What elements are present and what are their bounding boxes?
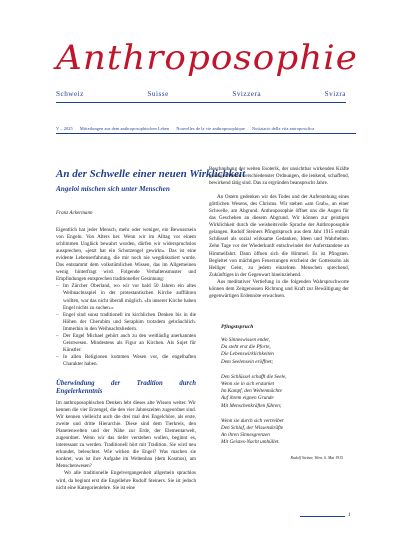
poem-line: Wo Sinneswissen endet, (221, 336, 270, 343)
poem-stanza (221, 418, 349, 447)
poem-line: Den Schlaf, der Wissenskräfte (221, 424, 284, 431)
list-item: – In allen Religionen kommen Wesen vor, die engelhaften Charakter haben. (56, 354, 196, 368)
tradition-list (56, 283, 196, 368)
country-suisse: Suisse (147, 90, 169, 98)
section-paragraph: Im anthroposophischen Denken lebt dieses alte Wissen weiter. Wir kennen die vier Erzengel, die den vier Jahreszeiten zugeordnet sind. Wir kennen vielleicht auch die drei mal drei Engelchöre, als erste, zweite und dritte Hierarchie. Diese sind dem Tierkreis, den Planetenwelten und der Nähe zur Erde, der Elementarwelt, zugeordnet. Wenn wir das tiefer verstehen wollen, beginnt es, interessant zu werden. Traditionell hört mit Tradition. Sie wird neu erkundet, beleuchtet. Wie wirken die Engel? Was machen sie konkret, was ist ihre Aufgabe im Weltenbau (dem Kosmos), am Menschenwesen? (56, 399, 196, 470)
poem (221, 337, 349, 462)
country-svizra: Svizra (324, 90, 346, 98)
poem-line: Die Lebenswirklichkeiten (221, 351, 274, 358)
right-paragraph: Beschreibung der weiten Esoterik, der unsichtbar wirkenden Kräfte geistiger Wesen verschiedenster Ordnungen, die lenkend, schaffend, bewirkend tätig sind. Das zu ergründen beansprucht Jahre. (209, 166, 349, 187)
poem-line: Da steht erst die Pforte, (221, 344, 271, 351)
section-paragraph: Wo alle traditionelle Engelvergangenheit allgemein sprachlos wird, da beginnt erst die Engellehre Rudolf Steiners. Sie ist jedoch nicht eine Kategorienlehre. Sie ist eine (56, 470, 196, 491)
intro-paragraph: Eigentlich hat jeder Mensch, mehr oder weniger, ein Bewusstsein von Engeln. Von Alters her. Wenn wir im Alltag vor einem schlimmen Unglück bewahrt wurden, dürfen wir widerspruchslos aussprechen, «jetzt hat ein Schutzengel gewirkt». Das ist eine evidente Lebenserfahrung, die mir noch nie wegdiskutiert wurde. Das entstammt dem volkstümlichen Wissen, das im Allgemeinen wenig hinterfragt wird. Folgende Verhaltensmuster und Empfindungen entsprechen traditioneller Gesinnung: (56, 227, 196, 283)
masthead (56, 38, 356, 88)
page-number: 1 (348, 513, 351, 518)
poem-stanza (221, 337, 349, 366)
poem-line: Mit Geistes-Nacht umhüllet. (221, 439, 280, 446)
issue-divider (56, 133, 356, 134)
poem-source: Rudolf Steiner, Wien, 6. Mai 1915 (290, 455, 343, 460)
country-svizzera: Svizzera (232, 90, 262, 98)
issue-section-fr: Nouvelles de la vie anthroposophique (176, 126, 245, 131)
list-item: – Der Engel Michael gehört auch zu den weitläufig anerkannten Geistwesen. Mindestens als Figur an Kirchen. Als Sujet für Künstler. (56, 333, 196, 354)
left-column (56, 210, 196, 492)
footer-rule (300, 516, 345, 517)
poem-line: Auf ihrem eignen Grunde (221, 395, 274, 402)
poem-title: Pfingstspruch (221, 323, 254, 330)
country-list (56, 90, 346, 98)
poem-line: Im Kampf, den Weltenmächte (221, 388, 282, 395)
poem-line: Den Schlüssel schafft die Seele, (221, 373, 287, 380)
list-item: – Im Zürcher Oberland, wo wir vor bald 50 Jahren ein altes Weihnachtsspiel in der protestantischen Kirche aufführen wollten, war das nicht überall möglich. «In unserer Kirche haben Engel nichts zu suchen.» (56, 283, 196, 311)
masthead-logo: Anthroposophie (56, 38, 358, 78)
right-column (209, 166, 349, 462)
poem-line: Dem Seelensein eröffnet; (221, 358, 274, 365)
issue-number: V – 2025 (56, 126, 73, 131)
poem-line: Wenn sie durch sich vertreibet (221, 417, 284, 424)
right-paragraph: Aus meditativer Vertiefung in die folgenden Wahrspruchworte können dem Zeitgenossen Richtung und Kraft zur Bewältigung der gegenwärtigen Erdennöte erwachsen. (209, 278, 349, 299)
poem-line: An ihren Sinnesgrenzen (221, 432, 270, 439)
article-author: Franz Ackermann (56, 210, 93, 216)
list-item: – Engel sind sonst traditionell im kirchlichen Denken bis in die Höhen der Cherubim und Seraphim trotzdem gebräuchlich. Immerhin in den Weihnachtsliedern. (56, 312, 196, 333)
masthead-divider (56, 102, 346, 103)
article-subtitle: Angeloi mischen sich unter Menschen (56, 185, 170, 193)
country-schweiz: Schweiz (56, 90, 84, 98)
issue-section-de: Mitteilungen aus dem anthroposophischen Leben (79, 126, 170, 131)
poem-stanza (221, 374, 349, 410)
right-paragraph: An Ostern gedenken wir des Todes und der Auferstehung eines göttlichen Wesens, des Christus. Wir stehen «am Grab», an einer Schwelle, am Abgrund. Anthroposophie öffnet uns die Augen für das Geschehen an diesem Abgrund. Wir können zur geistigen Wirklichkeit durch die weisheitsvolle Sprache der Anthroposophie gelangen. Rudolf Steiners Pfingstspruch aus dem Jahr 1915 enthält Schlüssel als sozial wirksame Gedanken, Ideen und Wahrheiten. Zehn Tage vor der Wiederkunft entschwindet der Auferstandene an Himmelfahrt. Dann öffnen sich die Himmel. Es ist Pfingsten. Begleitet von mächtigen Feuerzungen erscheint der Gottessohn als Heiliger Geist, zu jedem einzelnen Menschen sprechend, Zukünftiges in der Gegenwart hineinziehend. (209, 194, 349, 278)
poem-line: Wenn sie in sich erstarket (221, 380, 275, 387)
article-title: An der Schwelle einer neuen Wirklichkeit (56, 168, 246, 180)
issue-line (56, 126, 356, 131)
poem-line: Mit Menschenkräften führen; (221, 402, 282, 409)
issue-section-it: Notiziario della vita antroposofica (252, 126, 315, 131)
section-heading: Überwindung der Tradition durch Engelerkenntnis (56, 379, 196, 395)
